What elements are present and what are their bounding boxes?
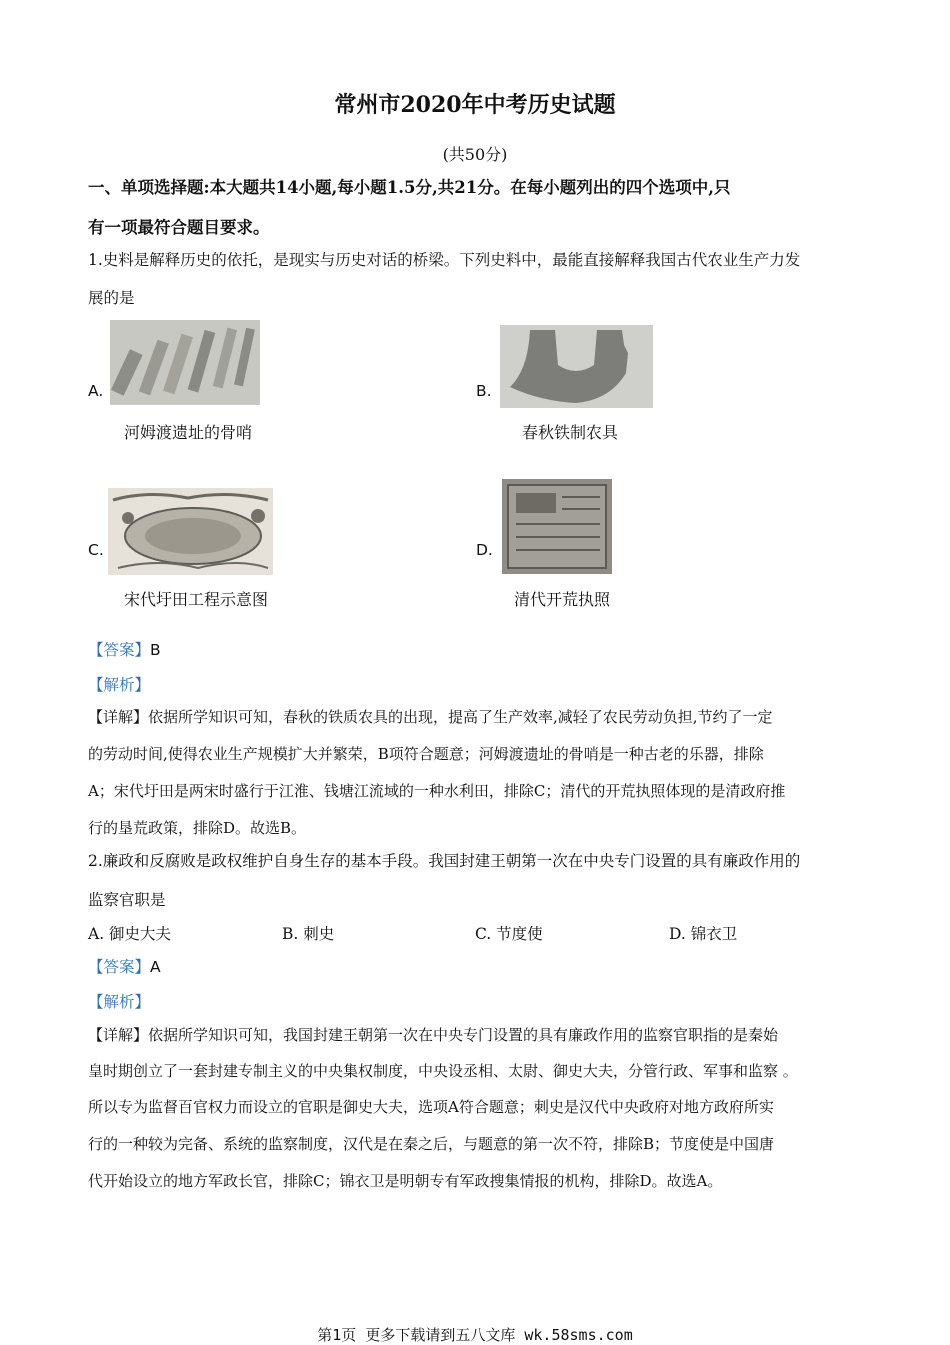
qing-land-permit-image [502, 479, 612, 574]
option-d-letter: D. [476, 541, 493, 559]
q2-detail-text: 依据所学知识可知，我国封建王朝第一次在中央专门设置的具有廉政作用的监察官职指的是秦始 [148, 1026, 779, 1044]
q2-choice-a: A. 御史大夫 [88, 925, 172, 943]
option-b-letter: B. [476, 382, 492, 400]
page-subtitle: (共50分) [442, 145, 508, 164]
q2-detail-line5: 代开始设立的地方军政长官，排除C；锦衣卫是明朝专有军政搜集情报的机构，排除D。故选A。 [88, 1172, 723, 1190]
option-b-caption: 春秋铁制农具 [521, 423, 618, 442]
q1-detail-text: 依据所学知识可知，春秋的铁质农具的出现，提高了生产效率,减轻了农民劳动负担,节约了一定 [148, 708, 773, 726]
answer-tag: 【答案】 [88, 958, 151, 976]
q2-detail-line3: 所以专为监督百官权力而设立的官职是御史大夫，选项A符合题意；刺史是汉代中央政府对地方政府所实 [88, 1098, 774, 1116]
page-footer: 第1页 更多下载请到五八文库 wk.58sms.com [317, 1326, 633, 1344]
answer-tag: 【答案】 [88, 641, 151, 659]
q1-stem-line2: 展的是 [88, 289, 135, 307]
bone-whistle-image [110, 320, 260, 405]
q2-choice-d: D. 锦衣卫 [669, 925, 738, 943]
q2-stem-line1: 2.廉政和反腐败是政权维护自身生存的基本手段。我国封建王朝第一次在中央专门设置的具有廉政作用的 [88, 852, 801, 870]
q2-choice-c: C. 节度使 [475, 925, 543, 943]
q1-stem-line1: 1.史料是解释历史的依托，是现实与历史对话的桥梁。下列史料中，最能直接解释我国古代农业生产力发 [88, 251, 801, 269]
q2-detail-line4: 行的一种较为完备、系统的监察制度，汉代是在秦之后，与题意的第一次不符，排除B；节度使是中国唐 [88, 1135, 775, 1153]
q1-detail-line3: A；宋代圩田是两宋时盛行于江淮、钱塘江流域的一种水利田，排除C；清代的开荒执照体现的是清政府推 [88, 782, 786, 800]
q1-detail-line2: 的劳动时间,使得农业生产规模扩大并繁荣，B项符合题意；河姆渡遗址的骨哨是一种古老的乐器，排除 [88, 745, 764, 763]
q1-detail-line1 [88, 702, 868, 733]
detail-tag: 【详解】 [88, 708, 149, 726]
q1-answer-line [88, 638, 161, 660]
analysis-tag: 【解析】 [88, 676, 151, 694]
q2-answer-line [88, 955, 161, 977]
q2-detail-line2: 皇时期创立了一套封建专制主义的中央集权制度，中央设丞相、太尉、御史大夫，分管行政、军事和监察 。 [88, 1062, 798, 1080]
section-heading-line1: 一、单项选择题:本大题共14小题,每小题1.5分,共21分。在每小题列出的四个选项中,只 [88, 178, 731, 197]
q2-detail-line1 [88, 1020, 868, 1051]
q2-analysis-line [88, 990, 150, 1012]
q2-stem-line2: 监察官职是 [88, 891, 166, 909]
option-c-caption: 宋代圩田工程示意图 [123, 590, 268, 609]
song-polder-diagram-image [108, 488, 273, 575]
q2-answer: A [150, 958, 161, 976]
detail-tag: 【详解】 [88, 1026, 149, 1044]
q1-answer: B [150, 641, 161, 659]
iron-farm-tool-image [500, 325, 653, 408]
q1-detail-line4: 行的垦荒政策，排除D。故选B。 [88, 819, 307, 837]
option-a-caption: 河姆渡遗址的骨哨 [123, 423, 252, 442]
option-a-letter: A. [88, 382, 104, 400]
section-heading-line2: 有一项最符合题目要求。 [88, 218, 270, 237]
page-title: 常州市2020年中考历史试题 [334, 92, 616, 118]
q1-analysis-line [88, 673, 150, 695]
option-d-caption: 清代开荒执照 [513, 590, 610, 609]
analysis-tag: 【解析】 [88, 993, 151, 1011]
q2-choice-b: B. 刺史 [282, 925, 335, 943]
option-c-letter: C. [88, 541, 104, 559]
